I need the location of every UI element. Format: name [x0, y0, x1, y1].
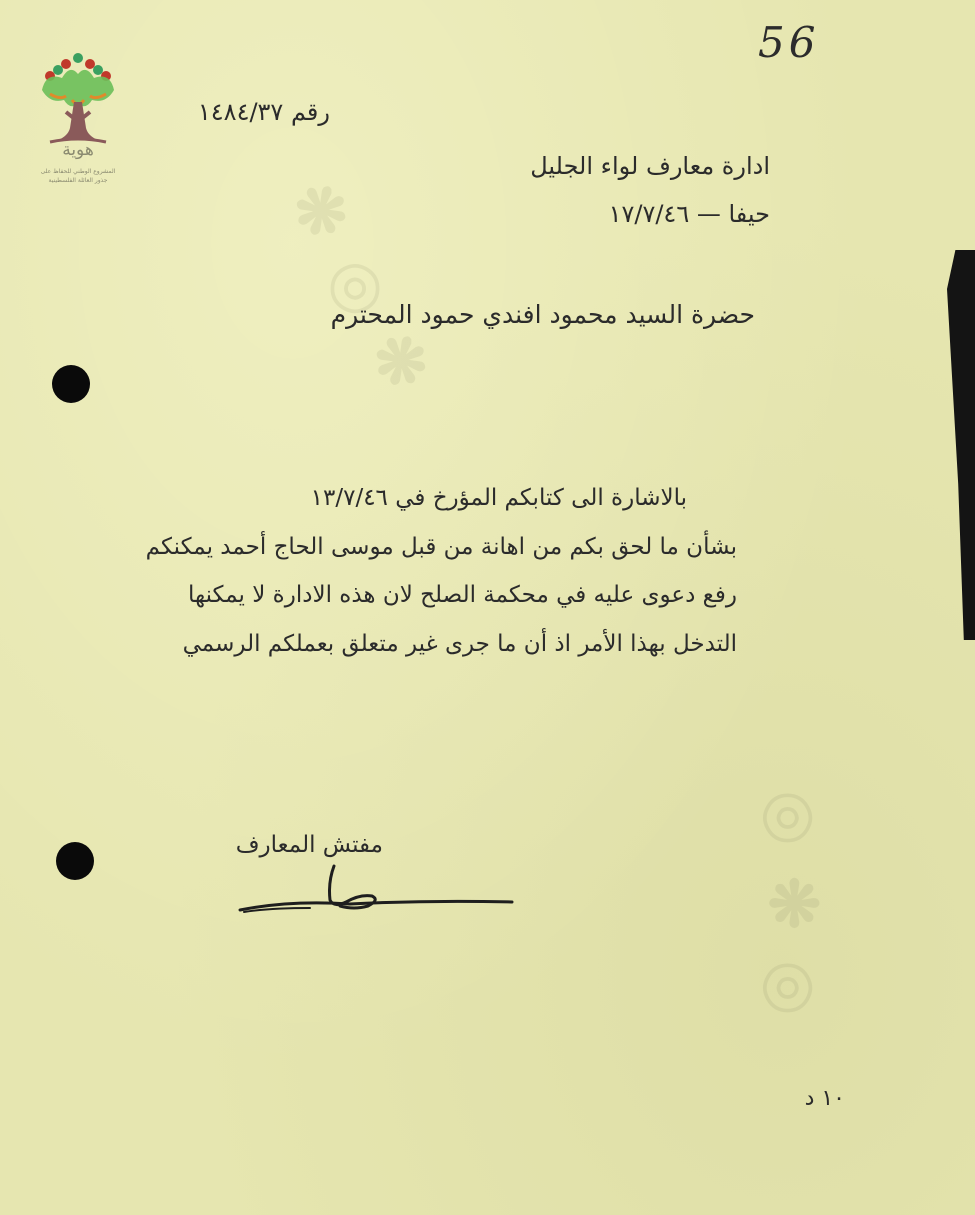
archive-watermark: ◎ ❋ ◎	[755, 790, 830, 1020]
archive-watermark: ❋ ◎ ❋	[273, 170, 447, 407]
scan-edge-shadow	[947, 250, 975, 640]
reference-number: رقم ١٤٨٤/٣٧	[197, 98, 330, 126]
letter-body	[97, 474, 737, 668]
place-and-date: حيفا — ١٧/٧/٤٦	[608, 200, 770, 228]
addressee-line: حضرة السيد محمود افندي حمود المحترم	[330, 300, 755, 329]
punch-hole	[56, 842, 94, 880]
logo-subtitle: جذور العائلة الفلسطينية	[48, 177, 108, 184]
body-line: بالاشارة الى كتابكم المؤرخ في ١٣/٧/٤٦	[310, 485, 687, 511]
signatory-title: مفتش المعارف	[235, 832, 383, 858]
logo-word: هوية	[62, 140, 94, 160]
body-line: بشأن ما لحق بكم من اهانة من قبل موسى الحاج أحمد يمكنكم	[145, 533, 737, 560]
page-number: 56	[758, 18, 820, 67]
body-line: رفع دعوى عليه في محكمة الصلح لان هذه الادارة لا يمكنها	[187, 582, 737, 608]
body-line: التدخل بهذا الأمر اذ أن ما جرى غير متعلق بعملكم الرسمي	[182, 630, 737, 657]
punch-hole	[52, 365, 90, 403]
logo-subtitle: المشروع الوطني للحفاظ على	[40, 168, 116, 175]
footer-code: ١٠ د	[804, 1086, 845, 1111]
department-heading: ادارة معارف لواء الجليل	[530, 152, 770, 180]
handwritten-signature-icon	[230, 860, 520, 920]
